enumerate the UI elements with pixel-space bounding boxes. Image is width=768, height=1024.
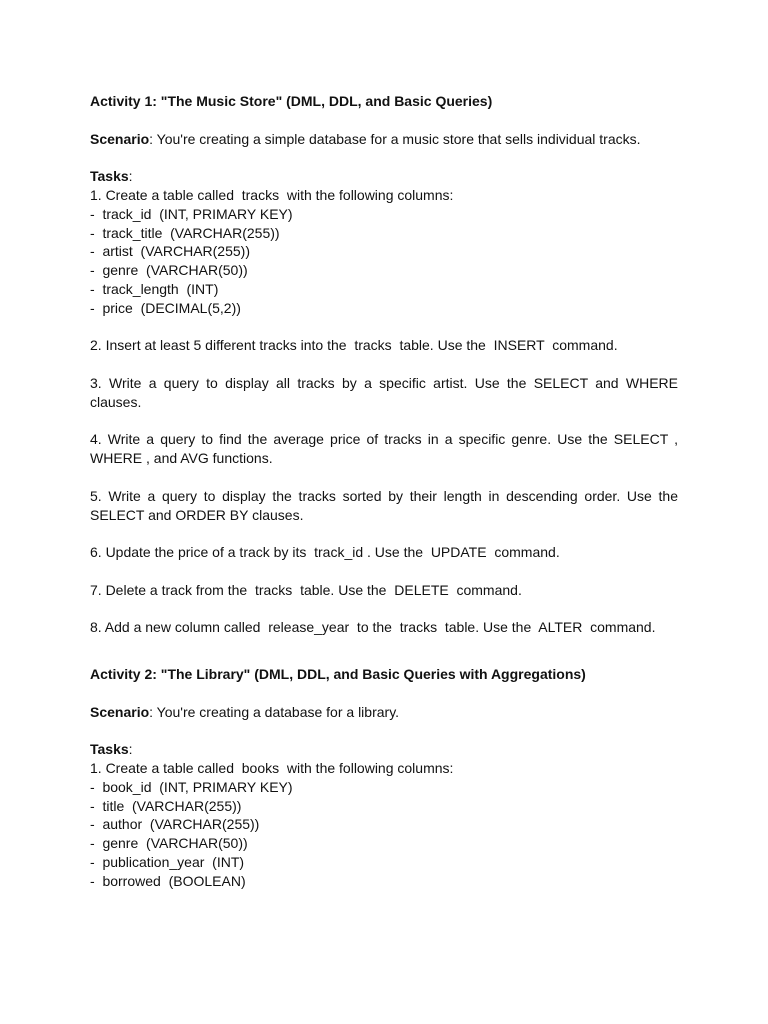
activity2-heading: Activity 2: "The Library" (DML, DDL, and Basic Queries with Aggregations) xyxy=(90,666,586,683)
activity2-tasks-label: Tasks: xyxy=(90,741,133,758)
activity1-task-5: 5. Write a query to display the tracks sorted by their length in descending order. Use the SELECT and ORDER BY clauses. xyxy=(90,487,678,523)
column-item: - genre (VARCHAR(50)) xyxy=(90,835,248,852)
activity1-task-1: 1. Create a table called tracks with the following columns: xyxy=(90,186,454,203)
column-item: - artist (VARCHAR(255)) xyxy=(90,243,250,260)
column-item: - track_id (INT, PRIMARY KEY) xyxy=(90,205,293,222)
column-item: - title (VARCHAR(255)) xyxy=(90,797,242,814)
column-item: - publication_year (INT) xyxy=(90,854,245,871)
column-item: - price (DECIMAL(5,2)) xyxy=(90,299,241,316)
column-item: - genre (VARCHAR(50)) xyxy=(90,262,248,279)
column-item: - borrowed (BOOLEAN) xyxy=(90,872,246,889)
scenario-label: Scenario xyxy=(90,130,150,147)
activity1-task-6: 6. Update the price of a track by its track_id . Use the UPDATE command. xyxy=(90,544,560,561)
activity1-task-2: 2. Insert at least 5 different tracks into the tracks table. Use the INSERT command. xyxy=(90,337,618,354)
scenario-text: : You're creating a simple database for a music store that sells individual tracks. xyxy=(149,130,641,147)
activity1-tasks-label: Tasks: xyxy=(90,168,133,185)
activity1-task-3: 3. Write a query to display all tracks by a specific artist. Use the SELECT and WHERE clauses. xyxy=(90,374,678,410)
column-item: - author (VARCHAR(255)) xyxy=(90,816,260,833)
column-item: - track_title (VARCHAR(255)) xyxy=(90,224,280,241)
scenario-label: Scenario xyxy=(90,703,150,720)
activity1-task-7: 7. Delete a track from the tracks table. Use the DELETE command. xyxy=(90,581,522,598)
column-item: - book_id (INT, PRIMARY KEY) xyxy=(90,778,293,795)
activity2-scenario xyxy=(90,703,678,722)
activity1-heading: Activity 1: "The Music Store" (DML, DDL, and Basic Queries) xyxy=(90,93,493,109)
activity1-task-8: 8. Add a new column called release_year to the tracks table. Use the ALTER command. xyxy=(90,619,656,636)
activity2-task-1: 1. Create a table called books with the following columns: xyxy=(90,760,454,777)
activity1-scenario xyxy=(90,130,678,149)
scenario-text: : You're creating a database for a library. xyxy=(149,703,400,720)
document-page xyxy=(90,92,678,891)
activity1-task-4: 4. Write a query to find the average price of tracks in a specific genre. Use the SELECT , WHERE , and AVG functions. xyxy=(90,431,678,467)
column-item: - track_length (INT) xyxy=(90,280,219,297)
